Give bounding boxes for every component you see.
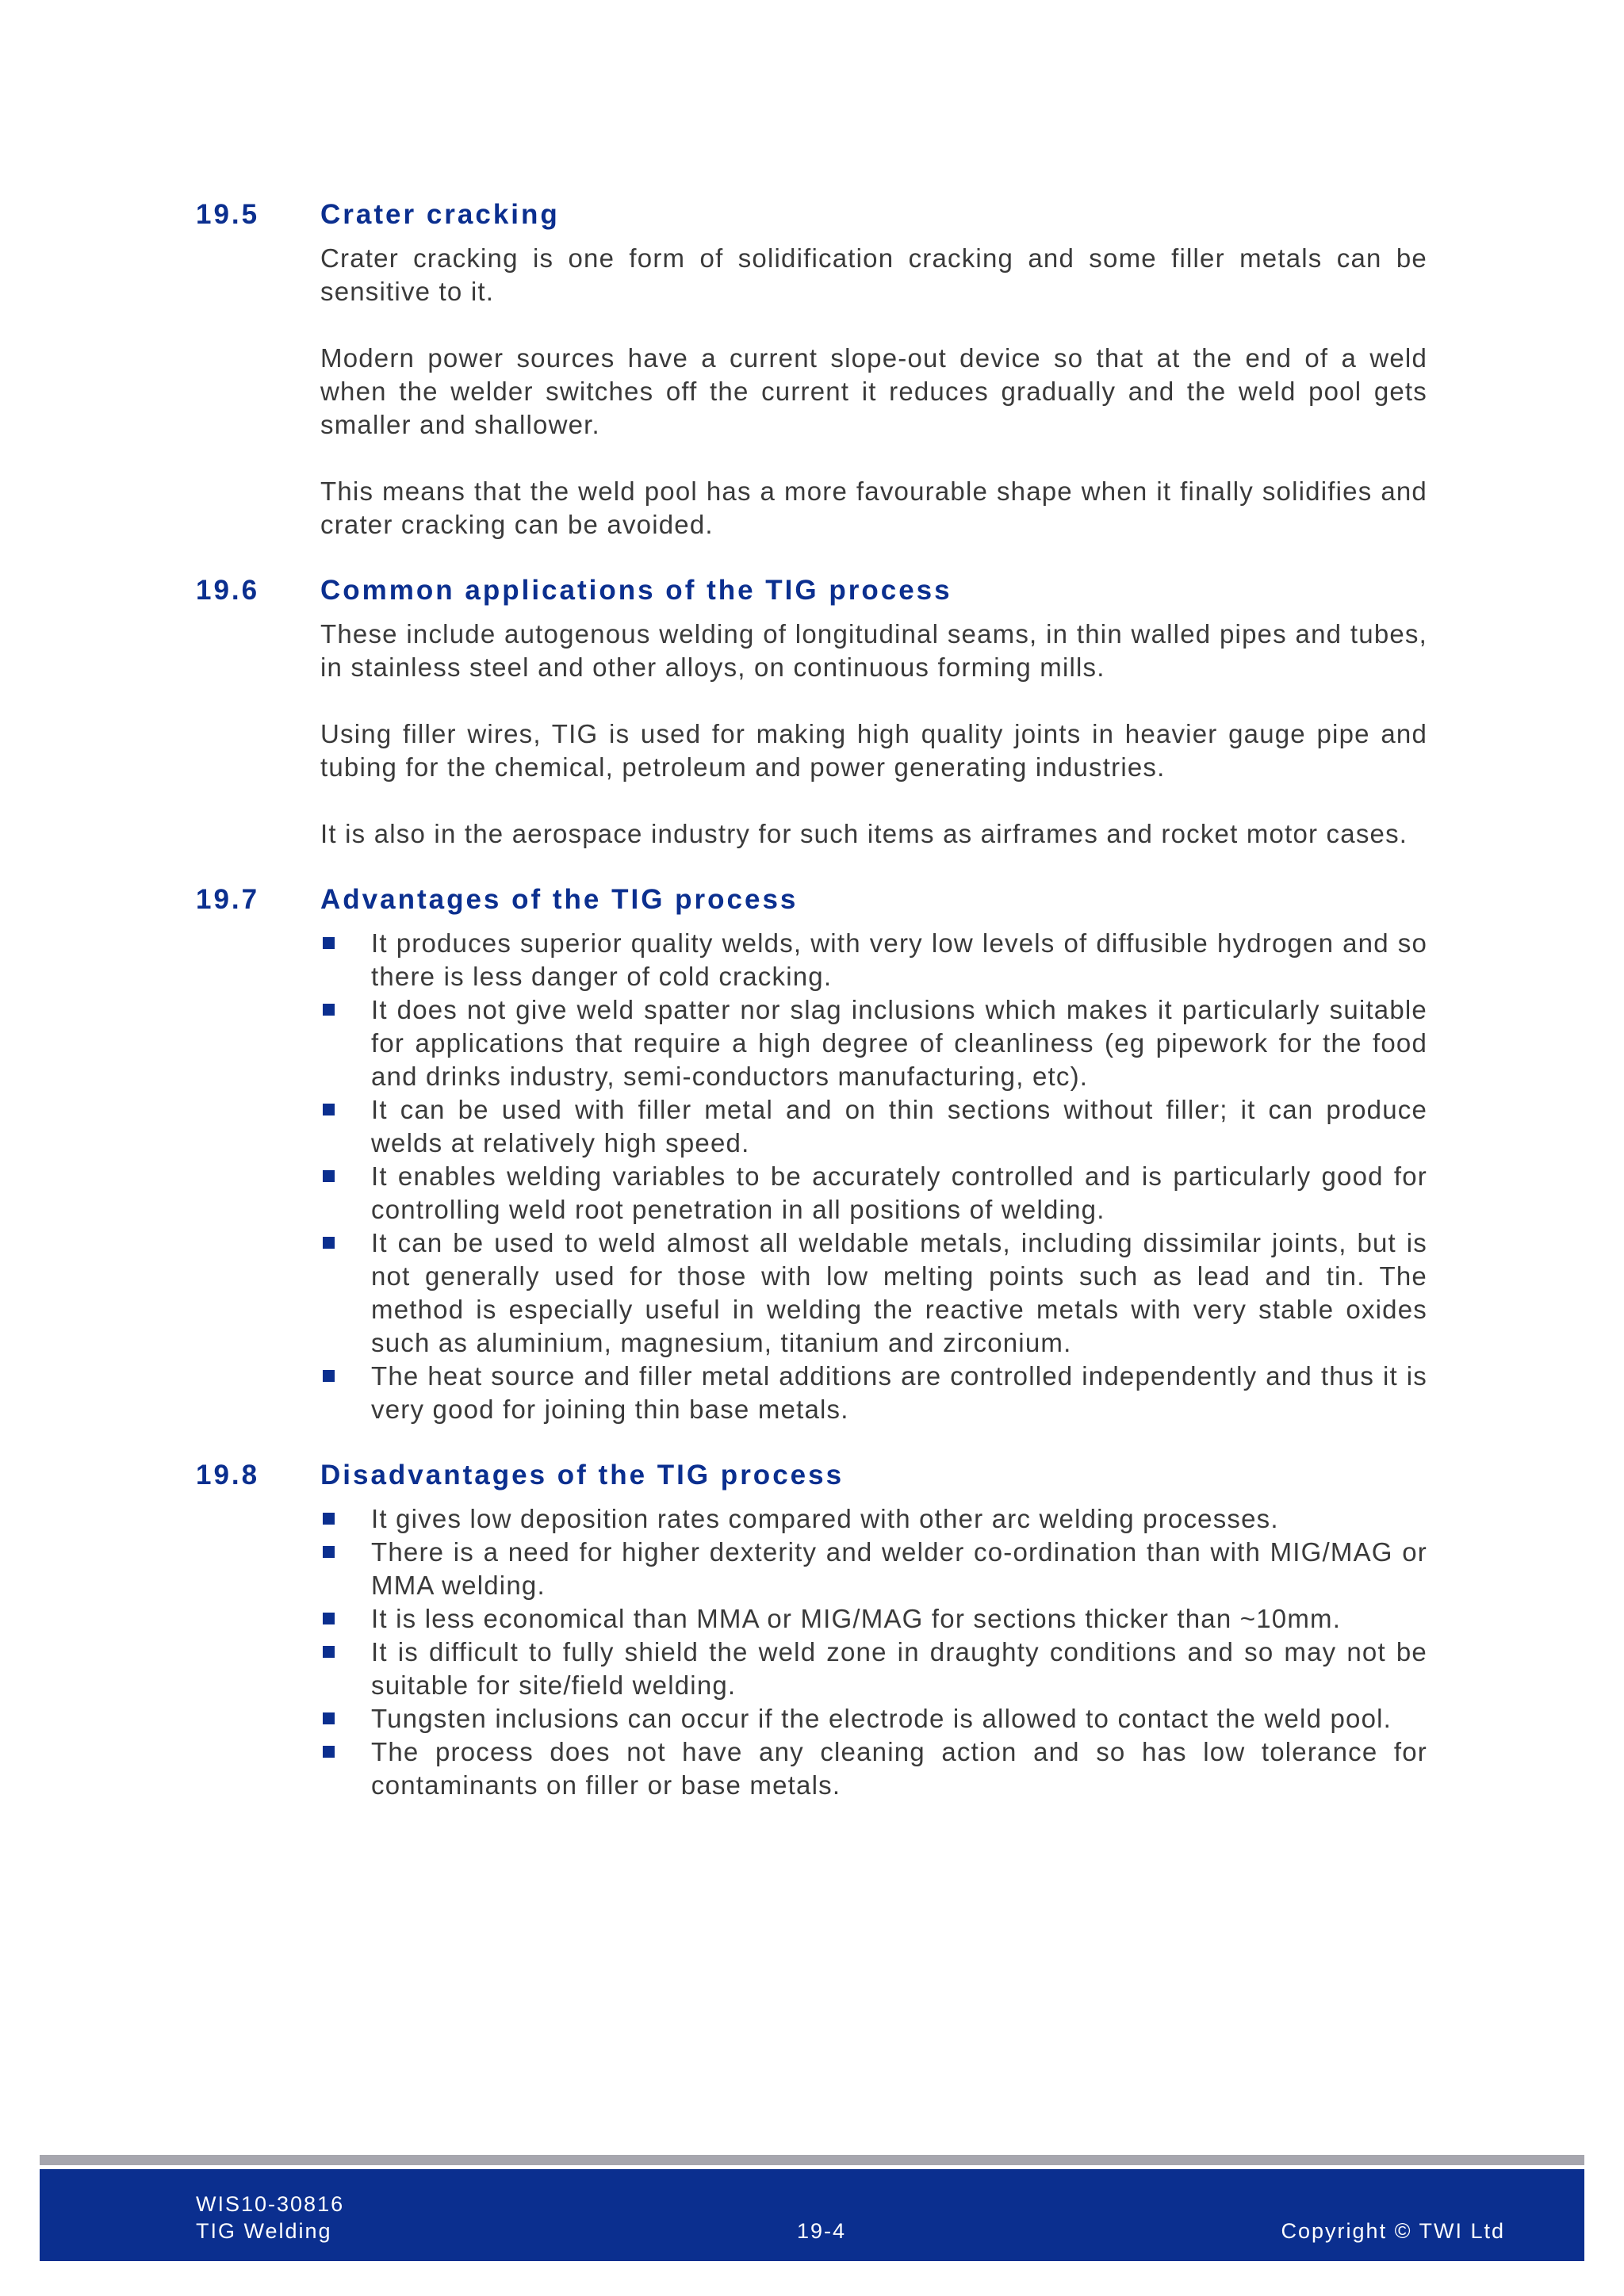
list-item bbox=[320, 1602, 1427, 1636]
section-disadvantages bbox=[0, 1455, 1624, 1802]
square-bullet-icon bbox=[323, 1546, 335, 1558]
square-bullet-icon bbox=[323, 1237, 335, 1249]
footer-divider bbox=[40, 2155, 1584, 2165]
section-heading bbox=[0, 570, 1624, 611]
list-item bbox=[320, 1226, 1427, 1360]
section-title: Crater cracking bbox=[320, 199, 560, 230]
page-content bbox=[0, 194, 1624, 1831]
paragraph: Crater cracking is one form of solidification cracking and some filler metals can be sensitive to it. bbox=[320, 243, 1427, 306]
section-number: 19.5 bbox=[196, 199, 260, 230]
list-item bbox=[320, 1536, 1427, 1602]
list-item-text: It is difficult to fully shield the weld zone in draughty conditions and so may not be suitable for site/field welding. bbox=[371, 1637, 1427, 1700]
list-item-text: The process does not have any cleaning action and so has low tolerance for contaminants on filler or base metals. bbox=[371, 1737, 1427, 1800]
list-item bbox=[320, 1702, 1427, 1735]
section-crater-cracking bbox=[0, 194, 1624, 541]
square-bullet-icon bbox=[323, 937, 335, 949]
section-heading bbox=[0, 879, 1624, 920]
page-footer bbox=[40, 2169, 1584, 2261]
section-advantages bbox=[0, 879, 1624, 1426]
list-item-text: It produces superior quality welds, with very low levels of diffusible hydrogen and so there is less danger of cold cracking. bbox=[371, 928, 1427, 991]
list-item bbox=[320, 1502, 1427, 1536]
footer-copyright: Copyright © TWI Ltd bbox=[1281, 2219, 1505, 2243]
list-item bbox=[320, 1360, 1427, 1426]
square-bullet-icon bbox=[323, 1004, 335, 1016]
list-item-text: It enables welding variables to be accurately controlled and is particularly good for controlling weld root penetration in all positions of welding. bbox=[371, 1161, 1427, 1224]
footer-document-id: WIS10-30816 bbox=[196, 2192, 345, 2216]
paragraph: These include autogenous welding of longitudinal seams, in thin walled pipes and tubes, in stainless steel and other alloys, on continuous forming mills. bbox=[320, 619, 1427, 682]
list-item bbox=[320, 1160, 1427, 1226]
list-item bbox=[320, 1093, 1427, 1160]
square-bullet-icon bbox=[323, 1613, 335, 1624]
paragraph: Modern power sources have a current slope-out device so that at the end of a weld when the welder switches off the current it reduces gradually and the weld pool gets smaller and shallower. bbox=[320, 343, 1427, 439]
list-item-text: There is a need for higher dexterity and welder co-ordination than with MIG/MAG or MMA welding. bbox=[371, 1537, 1427, 1600]
list-item-text: Tungsten inclusions can occur if the electrode is allowed to contact the weld pool. bbox=[371, 1704, 1392, 1733]
section-number: 19.8 bbox=[196, 1460, 260, 1490]
disadvantages-list bbox=[320, 1502, 1427, 1802]
list-item-text: It can be used with filler metal and on thin sections without filler; it can produce welds at relatively high speed. bbox=[371, 1095, 1427, 1158]
square-bullet-icon bbox=[323, 1104, 335, 1115]
footer-page-number: 19-4 bbox=[797, 2219, 847, 2243]
paragraph: It is also in the aerospace industry for such items as airframes and rocket motor cases. bbox=[320, 819, 1408, 848]
section-number: 19.6 bbox=[196, 575, 260, 606]
square-bullet-icon bbox=[323, 1513, 335, 1525]
list-item bbox=[320, 1735, 1427, 1802]
square-bullet-icon bbox=[323, 1170, 335, 1182]
list-item-text: The heat source and filler metal additions are controlled independently and thus it is very good for joining thin base metals. bbox=[371, 1361, 1427, 1424]
square-bullet-icon bbox=[323, 1746, 335, 1758]
section-title: Advantages of the TIG process bbox=[320, 884, 799, 915]
list-item-text: It is less economical than MMA or MIG/MAG for sections thicker than ~10mm. bbox=[371, 1604, 1342, 1633]
footer-document-title: TIG Welding bbox=[196, 2219, 332, 2243]
section-title: Common applications of the TIG process bbox=[320, 575, 952, 606]
advantages-list bbox=[320, 927, 1427, 1426]
list-item-text: It can be used to weld almost all weldable metals, including dissimilar joints, but is not generally used for those with low melting points such as lead and tin. The method is especially useful in welding the reactive metals with very stable oxides such as aluminium, magnesium, titanium and zirconium. bbox=[371, 1228, 1427, 1357]
square-bullet-icon bbox=[323, 1646, 335, 1658]
list-item-text: It gives low deposition rates compared with other arc welding processes. bbox=[371, 1504, 1279, 1533]
list-item bbox=[320, 993, 1427, 1093]
section-title: Disadvantages of the TIG process bbox=[320, 1460, 845, 1490]
paragraph: Using filler wires, TIG is used for making high quality joints in heavier gauge pipe and tubing for the chemical, petroleum and power generating industries. bbox=[320, 719, 1427, 782]
section-heading bbox=[0, 194, 1624, 235]
square-bullet-icon bbox=[323, 1712, 335, 1724]
paragraph: This means that the weld pool has a more favourable shape when it finally solidifies and crater cracking can be avoided. bbox=[320, 476, 1427, 539]
list-item bbox=[320, 1636, 1427, 1702]
list-item-text: It does not give weld spatter nor slag inclusions which makes it particularly suitable for applications that require a high degree of cleanliness (eg pipework for the food and drinks industry, semi-conductors manufacturing, etc). bbox=[371, 995, 1427, 1091]
section-common-applications bbox=[0, 570, 1624, 851]
section-number: 19.7 bbox=[196, 884, 260, 915]
square-bullet-icon bbox=[323, 1370, 335, 1382]
list-item bbox=[320, 927, 1427, 993]
section-heading bbox=[0, 1455, 1624, 1496]
